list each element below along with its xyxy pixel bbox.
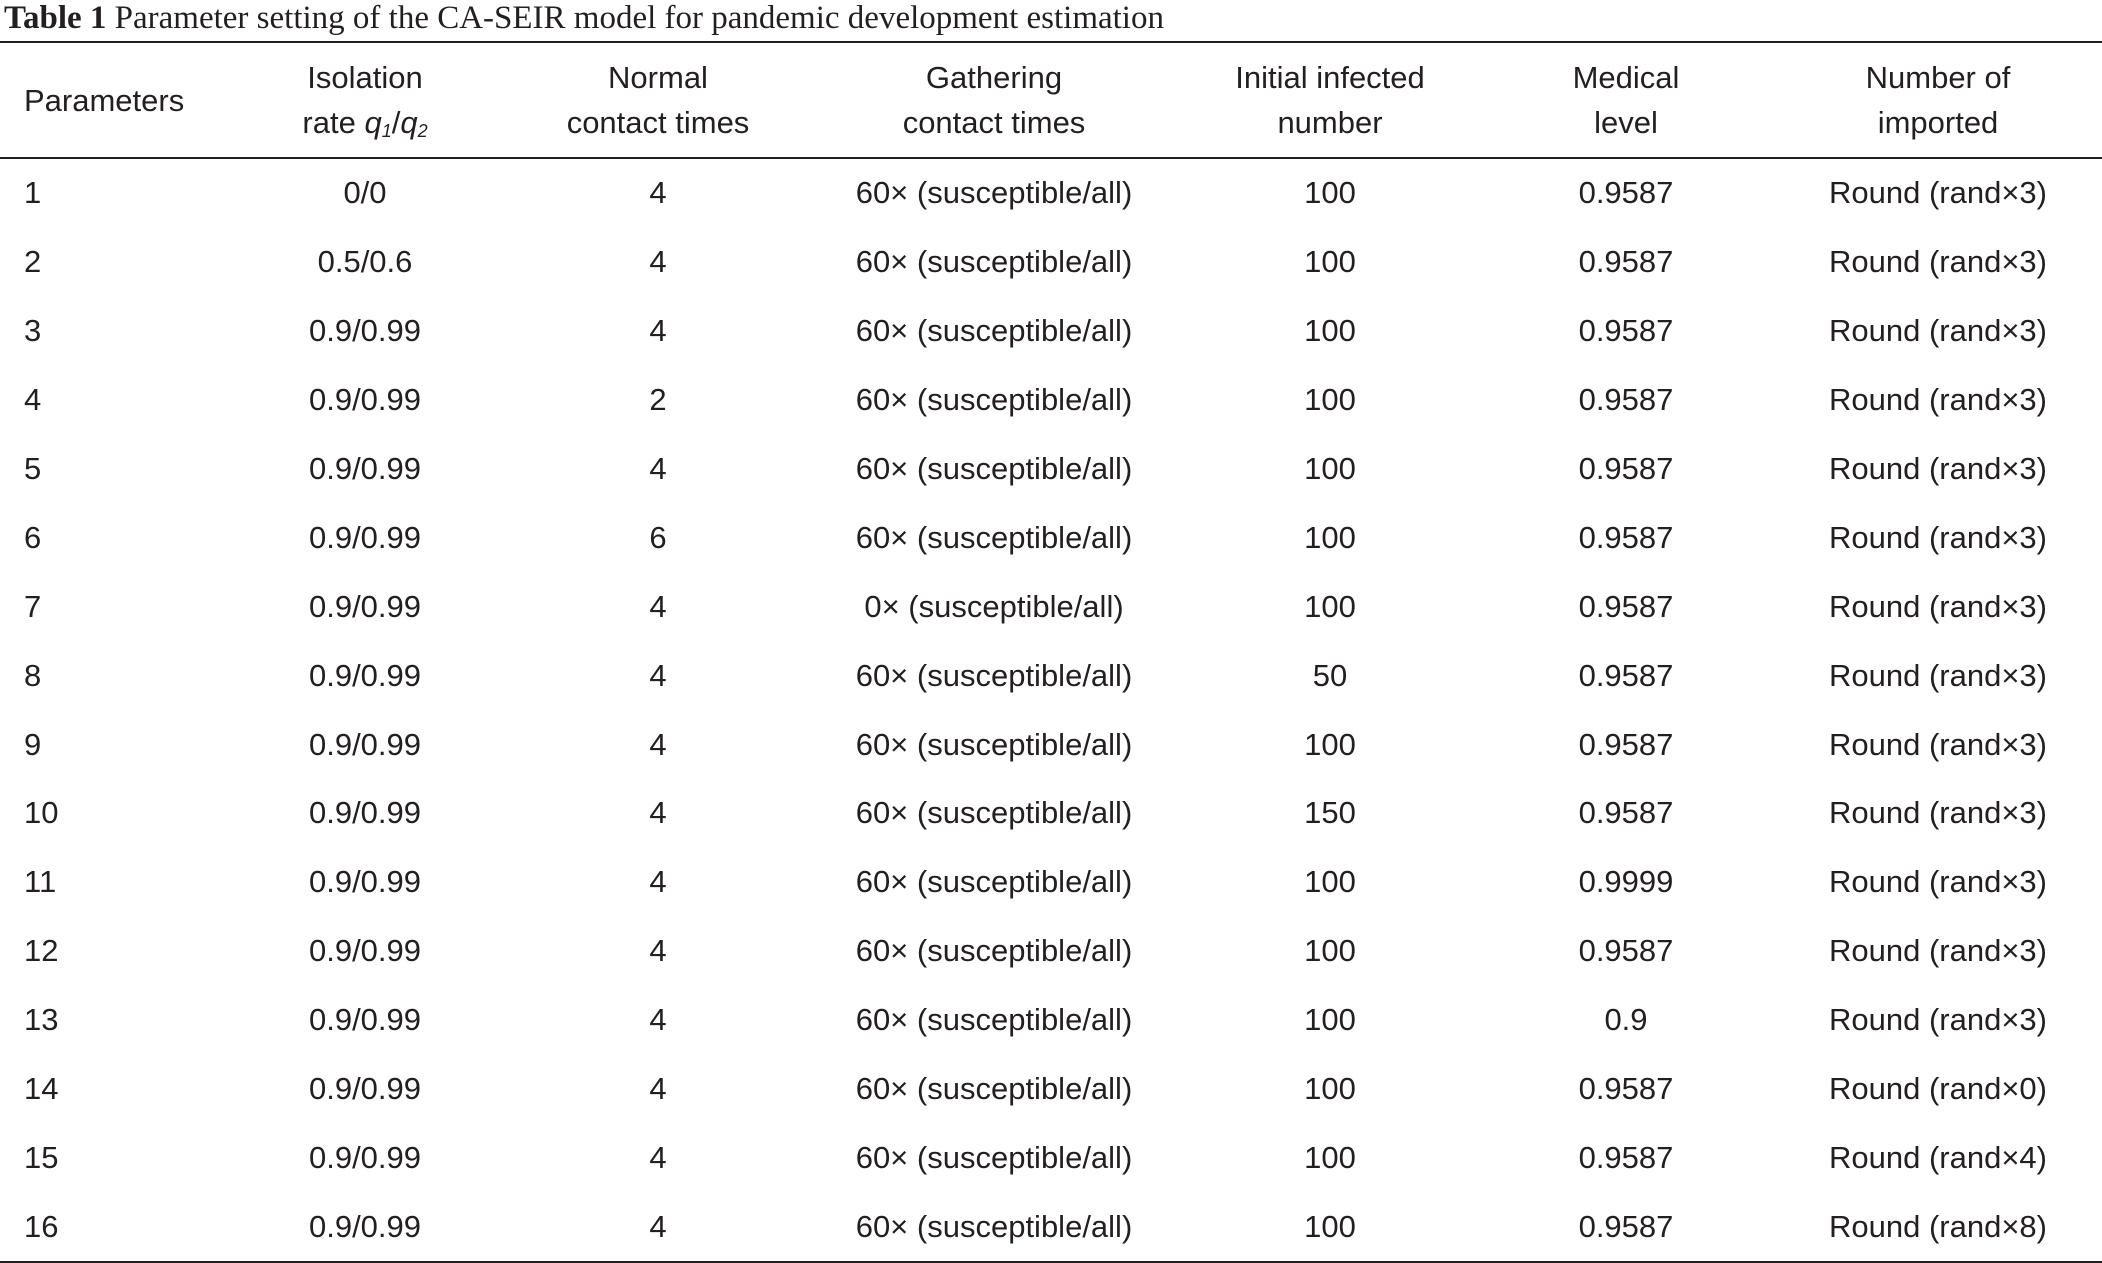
cell-initial-infected-number: 100 [1304, 1139, 1356, 1175]
cell-normal-contact-times: 2 [649, 382, 667, 418]
cell-gathering-contact-times: 60× (susceptible/all) [855, 933, 1133, 969]
cell-isolation-rate: 0.9/0.99 [308, 382, 422, 418]
cell-isolation-rate: 0.9/0.99 [308, 795, 422, 831]
cell-parameters: 12 [24, 933, 59, 969]
table-row [0, 158, 2102, 228]
table-row [0, 572, 2102, 641]
cell-parameters: 7 [24, 588, 42, 624]
cell-parameters: 6 [24, 519, 42, 555]
table-row [0, 1123, 2102, 1192]
cell-number-of-imported: Round (rand×4) [1829, 1139, 2047, 1175]
cell-number-of-imported: Round (rand×3) [1829, 519, 2047, 555]
table-row [0, 435, 2102, 504]
cell-initial-infected-number: 100 [1304, 1208, 1356, 1244]
cell-medical-level: 0.9587 [1578, 1071, 1674, 1107]
table-row [0, 1192, 2102, 1262]
cell-medical-level: 0.9587 [1578, 657, 1674, 693]
header-initial-infected-number: Initial infected number [1235, 60, 1425, 140]
table-row [0, 848, 2102, 917]
table-row [0, 779, 2102, 848]
cell-normal-contact-times: 4 [649, 175, 667, 211]
cell-initial-infected-number: 100 [1304, 382, 1356, 418]
cell-medical-level: 0.9587 [1578, 382, 1674, 418]
cell-gathering-contact-times: 60× (susceptible/all) [855, 1208, 1133, 1244]
cell-number-of-imported: Round (rand×8) [1829, 1208, 2047, 1244]
cell-isolation-rate: 0.9/0.99 [308, 864, 422, 900]
cell-number-of-imported: Round (rand×0) [1829, 1071, 2047, 1107]
cell-normal-contact-times: 4 [649, 1139, 667, 1175]
cell-normal-contact-times: 4 [649, 864, 667, 900]
cell-parameters: 1 [24, 175, 42, 211]
cell-medical-level: 0.9587 [1578, 726, 1674, 762]
table-caption-label: Table 1 [4, 0, 107, 36]
cell-gathering-contact-times: 60× (susceptible/all) [855, 244, 1133, 280]
cell-parameters: 16 [24, 1208, 59, 1244]
cell-medical-level: 0.9587 [1578, 1139, 1674, 1175]
cell-gathering-contact-times: 60× (susceptible/all) [855, 726, 1133, 762]
cell-parameters: 13 [24, 1002, 59, 1038]
cell-isolation-rate: 0.9/0.99 [308, 657, 422, 693]
cell-normal-contact-times: 4 [649, 1071, 667, 1107]
cell-number-of-imported: Round (rand×3) [1829, 382, 2047, 418]
table-row [0, 641, 2102, 710]
table-row [0, 917, 2102, 986]
cell-number-of-imported: Round (rand×3) [1829, 451, 2047, 486]
cell-medical-level: 0.9587 [1578, 313, 1674, 349]
cell-parameters: 8 [24, 657, 42, 693]
cell-medical-level: 0.9587 [1578, 244, 1674, 280]
cell-parameters: 15 [24, 1139, 59, 1175]
cell-initial-infected-number: 100 [1304, 1002, 1356, 1038]
cell-gathering-contact-times: 60× (susceptible/all) [855, 451, 1133, 486]
cell-normal-contact-times: 4 [649, 795, 667, 831]
cell-initial-infected-number: 100 [1304, 244, 1356, 280]
cell-number-of-imported: Round (rand×3) [1829, 244, 2047, 280]
cell-isolation-rate: 0.9/0.99 [308, 588, 422, 624]
cell-normal-contact-times: 4 [649, 933, 667, 969]
header-parameters: Parameters [24, 82, 185, 118]
cell-normal-contact-times: 4 [649, 244, 667, 280]
cell-normal-contact-times: 4 [649, 588, 667, 624]
cell-parameters: 2 [24, 244, 42, 280]
header-isolation-rate-formula: rate $q_1/q_2$ [302, 105, 428, 141]
cell-initial-infected-number: 150 [1304, 795, 1356, 831]
cell-parameters: 3 [24, 313, 42, 349]
cell-isolation-rate: 0.9/0.99 [308, 1002, 422, 1038]
cell-number-of-imported: Round (rand×3) [1829, 933, 2047, 969]
cell-gathering-contact-times: 60× (susceptible/all) [855, 657, 1133, 693]
cell-gathering-contact-times: 0× (susceptible/all) [864, 588, 1124, 624]
cell-isolation-rate: 0.9/0.99 [308, 1208, 422, 1244]
cell-number-of-imported: Round (rand×3) [1829, 313, 2047, 349]
cell-parameters: 4 [24, 382, 42, 418]
parameter-table-container [0, 41, 2102, 1263]
parameter-table [0, 41, 2102, 1263]
cell-parameters: 14 [24, 1071, 59, 1107]
cell-gathering-contact-times: 60× (susceptible/all) [855, 795, 1133, 831]
cell-medical-level: 0.9999 [1578, 864, 1674, 900]
cell-medical-level: 0.9587 [1578, 1208, 1674, 1244]
cell-gathering-contact-times: 60× (susceptible/all) [855, 864, 1133, 900]
cell-medical-level: 0.9587 [1578, 795, 1674, 831]
cell-isolation-rate: 0.9/0.99 [308, 451, 422, 486]
cell-isolation-rate: 0.5/0.6 [317, 244, 413, 280]
cell-normal-contact-times: 4 [649, 1002, 667, 1038]
table-row [0, 366, 2102, 435]
cell-number-of-imported: Round (rand×3) [1829, 1002, 2047, 1038]
cell-isolation-rate: 0.9/0.99 [308, 1071, 422, 1107]
cell-normal-contact-times: 4 [649, 1208, 667, 1244]
cell-parameters: 9 [24, 726, 42, 762]
cell-initial-infected-number: 100 [1304, 313, 1356, 349]
cell-parameters: 5 [24, 451, 42, 486]
cell-gathering-contact-times: 60× (susceptible/all) [855, 1002, 1133, 1038]
cell-normal-contact-times: 6 [649, 519, 667, 555]
cell-isolation-rate: 0/0 [343, 175, 387, 211]
cell-number-of-imported: Round (rand×3) [1829, 657, 2047, 693]
cell-normal-contact-times: 4 [649, 726, 667, 762]
header-normal-contact-times: Normal contact times [566, 60, 750, 140]
cell-isolation-rate: 0.9/0.99 [308, 519, 422, 555]
header-number-of-imported: Number of imported [1865, 60, 2011, 140]
header-isolation-rate: Isolation rate $q_1/q_2$ [220, 42, 510, 158]
cell-normal-contact-times: 4 [649, 313, 667, 349]
cell-normal-contact-times: 4 [649, 451, 667, 486]
cell-gathering-contact-times: 60× (susceptible/all) [855, 519, 1133, 555]
cell-gathering-contact-times: 60× (susceptible/all) [855, 382, 1133, 418]
cell-initial-infected-number: 100 [1304, 519, 1356, 555]
cell-gathering-contact-times: 60× (susceptible/all) [855, 175, 1133, 211]
cell-medical-level: 0.9587 [1578, 175, 1674, 211]
cell-number-of-imported: Round (rand×3) [1829, 726, 2047, 762]
header-gathering-contact-times: Gathering contact times [902, 60, 1086, 140]
cell-initial-infected-number: 100 [1304, 451, 1356, 486]
header-row [0, 42, 2102, 158]
table-row [0, 297, 2102, 366]
cell-parameters: 10 [24, 795, 59, 831]
cell-normal-contact-times: 4 [649, 657, 667, 693]
table-row [0, 228, 2102, 297]
cell-medical-level: 0.9587 [1578, 933, 1674, 969]
cell-number-of-imported: Round (rand×3) [1829, 795, 2047, 831]
cell-initial-infected-number: 100 [1304, 1071, 1356, 1107]
cell-initial-infected-number: 100 [1304, 588, 1356, 624]
table-row [0, 986, 2102, 1055]
table-body [0, 158, 2102, 1262]
table-caption [4, 0, 1164, 40]
cell-gathering-contact-times: 60× (susceptible/all) [855, 1139, 1133, 1175]
table-row [0, 503, 2102, 572]
cell-initial-infected-number: 100 [1304, 864, 1356, 900]
cell-medical-level: 0.9587 [1578, 519, 1674, 555]
cell-initial-infected-number: 100 [1304, 933, 1356, 969]
header-medical-level: Medical level [1572, 60, 1680, 140]
table-row [0, 1055, 2102, 1124]
cell-gathering-contact-times: 60× (susceptible/all) [855, 1071, 1133, 1107]
cell-medical-level: 0.9 [1604, 1002, 1648, 1038]
cell-number-of-imported: Round (rand×3) [1829, 864, 2047, 900]
table-header [0, 42, 2102, 158]
cell-number-of-imported: Round (rand×3) [1829, 175, 2047, 211]
cell-parameters: 11 [24, 864, 57, 900]
cell-isolation-rate: 0.9/0.99 [308, 1139, 422, 1175]
cell-medical-level: 0.9587 [1578, 451, 1674, 486]
cell-isolation-rate: 0.9/0.99 [308, 313, 422, 349]
table-caption-text: Parameter setting of the CA-SEIR model for pandemic development estimation [114, 0, 1164, 36]
cell-initial-infected-number: 50 [1312, 657, 1348, 693]
cell-isolation-rate: 0.9/0.99 [308, 933, 422, 969]
cell-initial-infected-number: 100 [1304, 175, 1356, 211]
cell-isolation-rate: 0.9/0.99 [308, 726, 422, 762]
table-row [0, 710, 2102, 779]
cell-gathering-contact-times: 60× (susceptible/all) [855, 313, 1133, 349]
cell-number-of-imported: Round (rand×3) [1829, 588, 2047, 624]
cell-initial-infected-number: 100 [1304, 726, 1356, 762]
cell-medical-level: 0.9587 [1578, 588, 1674, 624]
